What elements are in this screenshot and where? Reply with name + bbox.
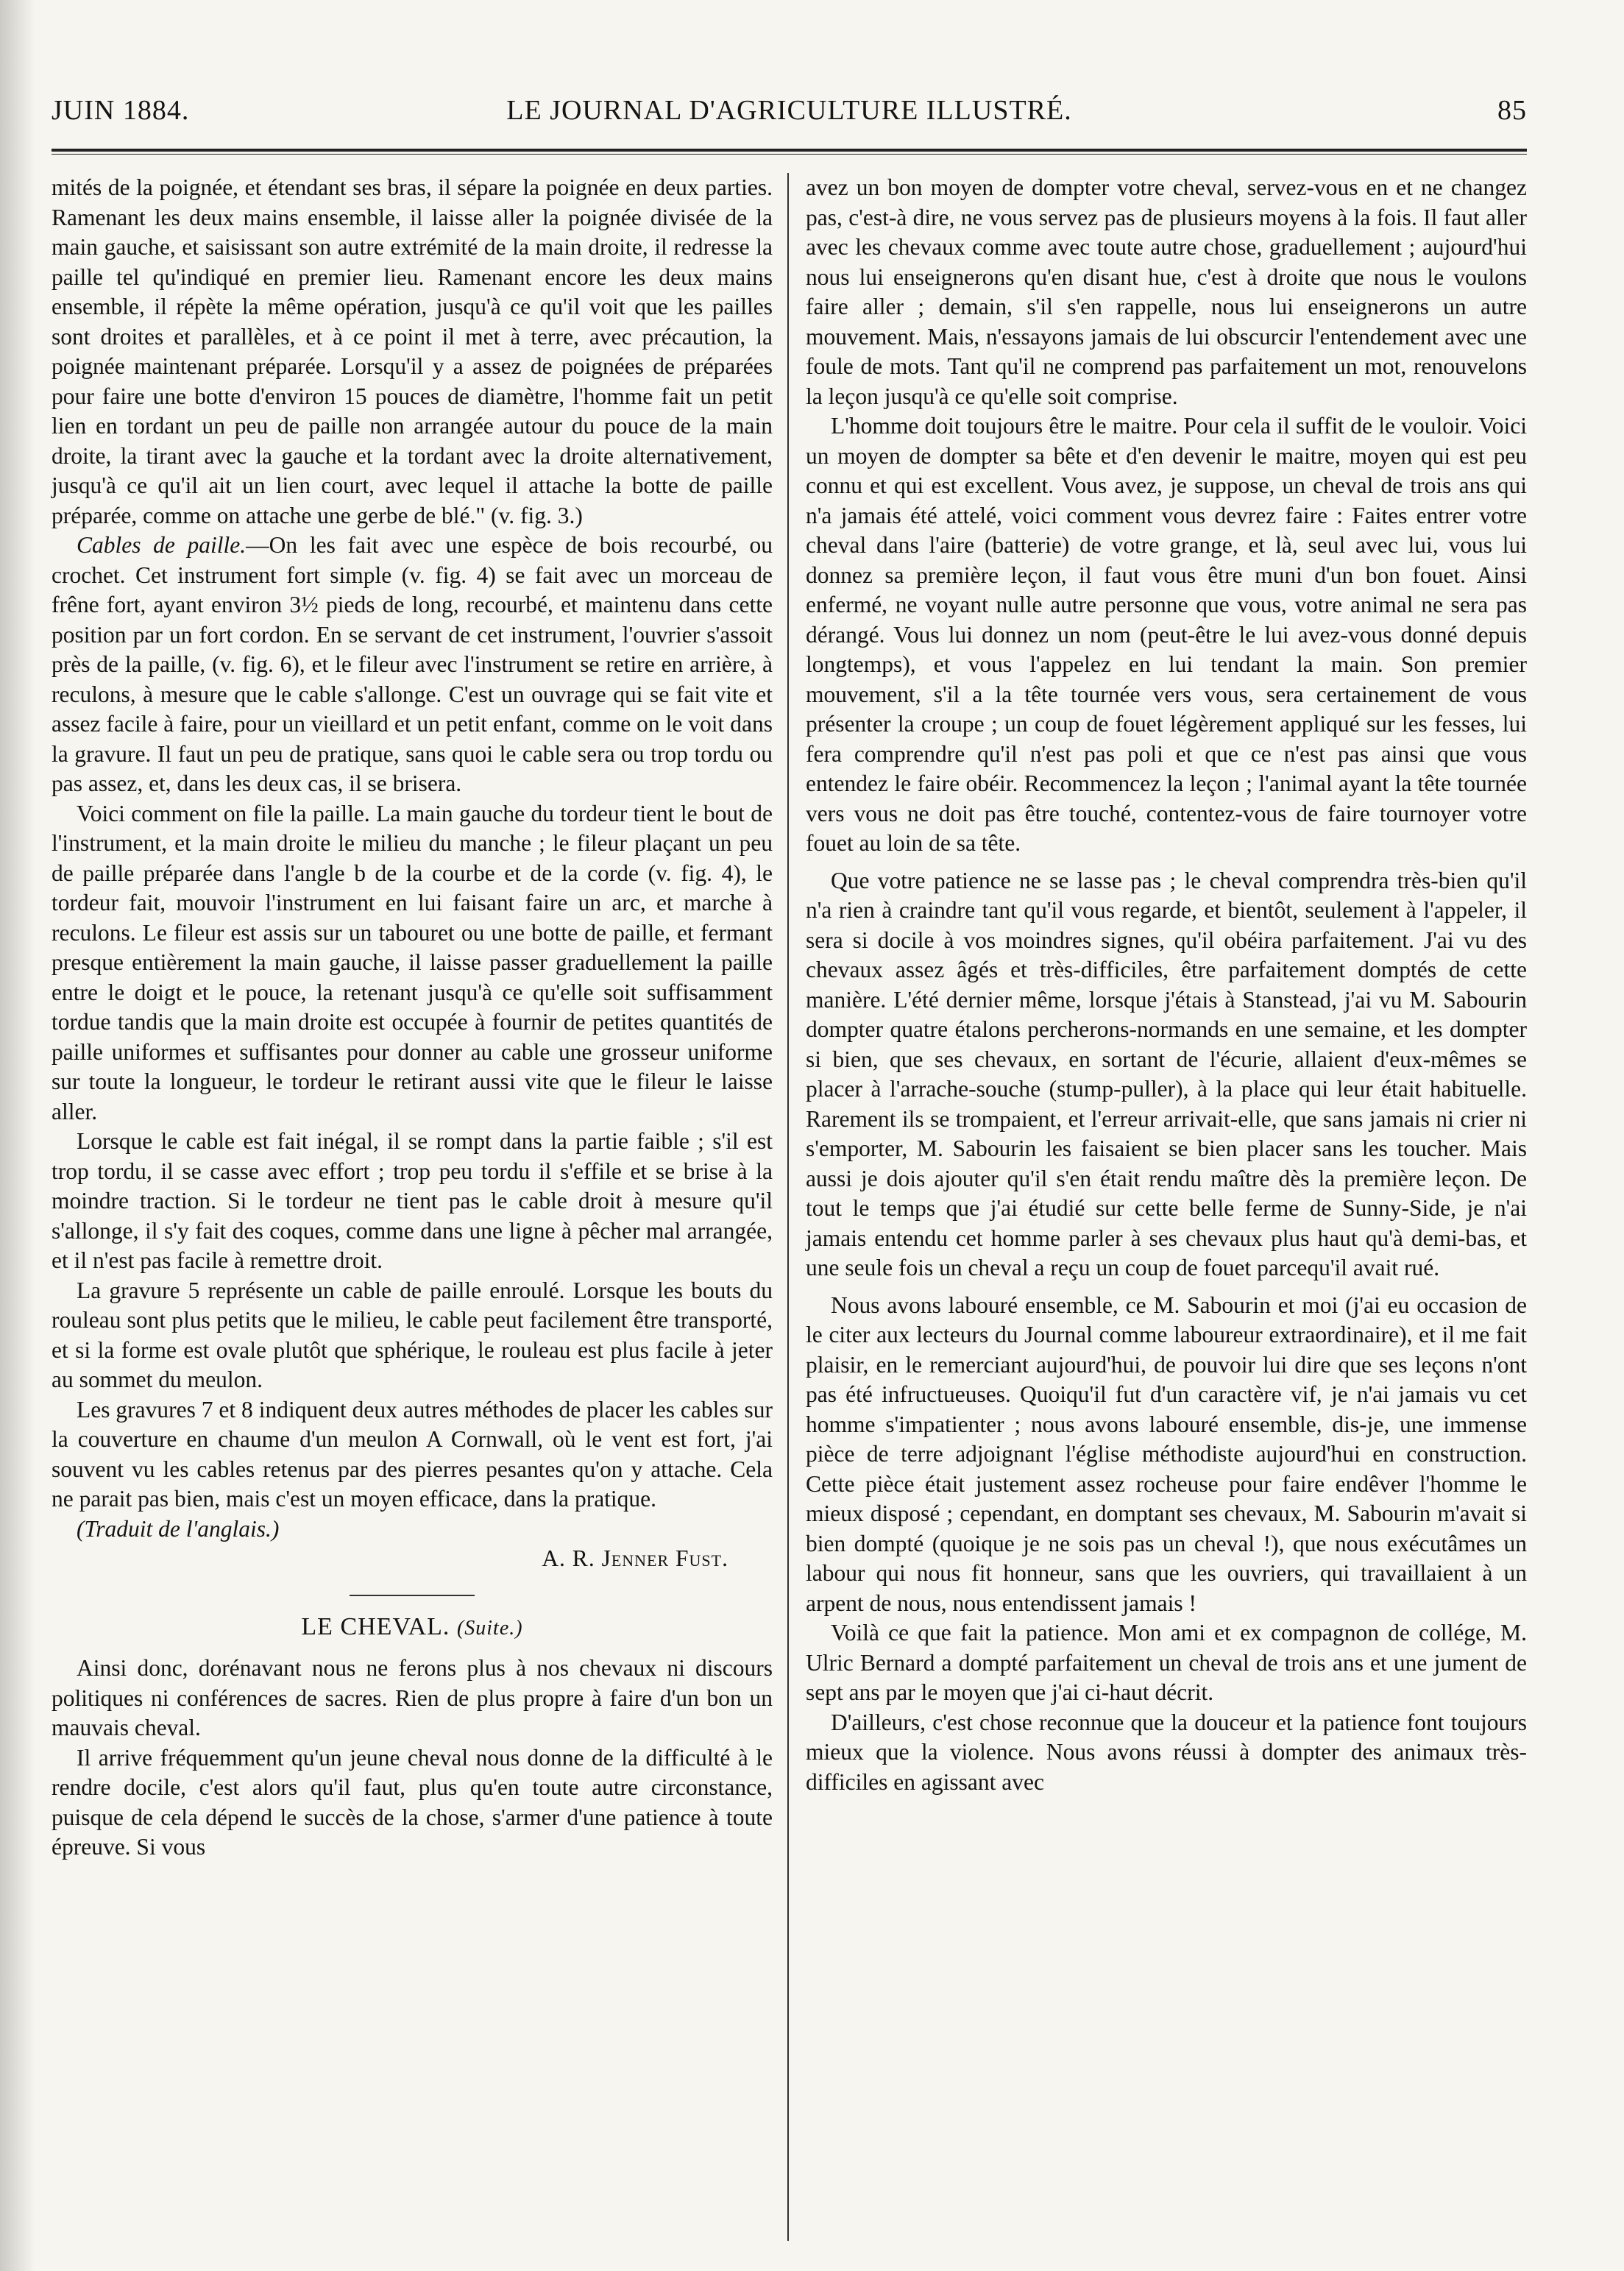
- subheading-cables: Cables de paille.: [77, 532, 247, 558]
- paragraph-cables-text: —On les fait avec une espèce de bois recourbé, ou crochet. Cet instrument fort simple (v. fig. 4) se fait avec un morceau de frêne fort, ayant environ 3½ pieds de long, recourbé, et maintenu dans cette position par un fort cordon. En se servant de cet instrument, l'ouvrier s'assoit près de la paille, (v. fig. 6), et le fileur avec l'instrument se retire en arrière, à reculons, à mesure que le cable s'allonge. C'est un ouvrage qui se fait vite et assez facile à faire, pour un vieillard et un petit enfant, comme on le voit dans la gravure. Il faut un peu de pratique, sans quoi le cable sera ou trop tordu ou pas assez, et, dans les deux cas, il se brisera.: [52, 532, 773, 796]
- section-divider: [350, 1595, 475, 1596]
- section-suite: (Suite.): [456, 1616, 523, 1640]
- section-title-text: LE CHEVAL.: [301, 1612, 450, 1640]
- right-column: [806, 173, 1527, 1797]
- paragraph-uneven-cable: Lorsque le cable est fait inégal, il se rompt dans la partie faible ; s'il est trop tordu, il se casse avec effort ; trop peu tordu il s'effile et se brise à la moindre traction. Si le tordeur ne tient pas le cable droit à mesure qu'il s'allonge, il s'y fait des coques, comme dans une ligne à pêcher mal arrangée, et il n'est pas facile à remettre droit.: [52, 1128, 773, 1273]
- paragraph-ulric-bernard: Voilà ce que fait la patience. Mon ami et ex compagnon de collége, M. Ulric Bernard a dompté parfaitement un cheval de trois ans et une jument de sept ans par le moyen que j'ai ci-haut décrit.: [806, 1620, 1527, 1705]
- paragraph-cheval-patience: Il arrive fréquemment qu'un jeune cheval nous donne de la difficulté à le rendre docile, c'est alors qu'il faut, plus qu'en toute autre circonstance, puisque de cela dépend le succès de la chose, s'armer d'une patience à toute épreuve. Si vous: [52, 1744, 773, 1860]
- journal-page: [52, 81, 1527, 2245]
- paragraph-patience-sabourin: Que votre patience ne se lasse pas ; le cheval comprendra très-bien qu'il n'a rien à craindre tant qu'il vous regarde, et bientôt, seulement à l'appeler, il sera si docile à vos moindres signes, qu'il obéira parfaitement. J'ai vu des chevaux assez âgés et très-difficiles, être parfaitement domptés de cette manière. L'été dernier même, lorsque j'étais à Stanstead, j'ai vu M. Sabourin dompter quatre étalons percherons-normands en une semaine, et les dompter si bien, que ses chevaux, en sortant de l'écurie, allaient d'eux-mêmes se placer à l'arrache-souche (stump-puller), à la place qui leur était habituelle. Rarement ils se trompaient, et l'erreur arrivait-elle, que sans jamais ni crier ni s'emporter, M. Sabourin les faisaient se bien placer sans les toucher. Mais aussi je dois ajouter qu'il s'en était rendu maître dès la première leçon. De tout le temps que j'ai étudié sur cette belle ferme de Sunny-Side, je n'ai jamais entendu cet homme parler à ses chevaux plus haut qu'à demi-bas, et une seule fois un cheval a reçu un coup de fouet parcequ'il avait rué.: [806, 867, 1527, 1280]
- journal-title: LE JOURNAL D'AGRICULTURE ILLUSTRÉ.: [506, 95, 1072, 126]
- translation-note: (Traduit de l'anglais.): [77, 1515, 280, 1542]
- author-signature: A. R. Jenner Fust.: [542, 1545, 728, 1571]
- section-title-le-cheval: [52, 1612, 773, 1644]
- left-column: [52, 173, 773, 1863]
- paragraph-cheval-intro: Ainsi donc, dorénavant nous ne ferons plus à nos chevaux ni discours politiques ni conférences de sacres. Rien de plus propre à faire d'un bon un mauvais cheval.: [52, 1655, 773, 1740]
- paragraph-be-the-master: L'homme doit toujours être le maitre. Pour cela il suffit de le vouloir. Voici un moyen de dompter sa bête et d'en devenir le maitre, moyen qui est peu connu et qui est excellent. Vous avez, je suppose, un cheval de trois ans qui n'a jamais été attelé, voici comment vous devrez faire : Faites entrer votre cheval dans l'aire (batterie) de votre grange, et là, seul avec lui, vous lui donnez sa première leçon, il faut vous être muni d'un bon fouet. Ainsi enfermé, ne voyant nulle autre personne que vous, votre animal ne sera pas dérangé. Vous lui donnez un nom (peut-être le lui avez-vous donné depuis longtemps), et vous l'appelez en lui tendant la main. Son premier mouvement, s'il a la tête tournée vers vous, sera certainement de vous présenter la croupe ; un coup de fouet légèrement appliqué sur les fesses, lui fera comprendre qu'il n'est pas poli et que ce n'est pas ainsi que vous entendez le faire obéir. Recommencez la leçon ; l'animal ayant la tête tournée vers vous ne doit pas être touché, contentez-vous de faire tournoyer votre fouet au loin de sa tête.: [806, 413, 1527, 856]
- column-divider: [787, 173, 789, 2241]
- scan-shadow-edge: [0, 0, 35, 2271]
- header-date: JUIN 1884.: [52, 95, 190, 126]
- page-header: [52, 81, 1527, 132]
- paragraph-plowing-together: Nous avons labouré ensemble, ce M. Sabourin et moi (j'ai eu occasion de le citer aux lecteurs du Journal comme laboureur extraordinaire), et il me fait plaisir, en le remerciant aujourd'hui, de pouvoir lui dire que ses leçons n'ont pas été infructueuses. Quoiqu'il fut d'un caractère vif, je n'ai jamais vu cet homme s'impatienter ; nous avons labouré ensemble, dis-je, une immense pièce de terre adjoignant l'église méthodiste aujourd'hui en construction. Cette pièce était justement assez rocheuse pour faire endêver l'homme le mieux disposé ; cependant, en domptant ses chevaux, M. Sabourin m'avait si bien dompté (quoique je ne sois pas un cheval !), que nous exécutâmes un labour qui nous fit honneur, sans que les ouvriers, qui travaillaient à un arpent de nous, nous entendissent jamais !: [806, 1292, 1527, 1616]
- paragraph-straw-cables: [52, 531, 773, 799]
- paragraph-spinning-straw: Voici comment on file la paille. La main gauche du tordeur tient le bout de l'instrument, et la main droite le milieu du manche ; le fileur plaçant un peu de paille préparée dans l'angle b de la courbe et de la corde (v. fig. 4), le tordeur fait, mouvoir l'instrument en lui faisant faire un arc, et marche à reculons. Le fileur est assis sur un tabouret ou une botte de paille, et fermant presque entièrement la main gauche, il laisse passer graduellement la paille entre le doigt et le pouce, la retenant jusqu'à ce qu'elle soit suffisamment tordue tandis que la main droite est occupée à fournir de petites quantités de paille uniformes et suffisantes pour donner au cable une grosseur uniforme sur toute la longueur, le tordeur le retirant aussi vite que le fileur le laisse aller.: [52, 800, 773, 1124]
- paragraph-straw-preparation: mités de la poignée, et étendant ses bras, il sépare la poignée en deux parties. Ramenant les deux mains ensemble, il laisse aller la poignée divisée de la main gauche, et saisissant son autre extrémité de la main droite, il redresse la paille tel qu'indiqué en premier lieu. Ramenant encore les deux mains ensemble, il répète la même opération, jusqu'à ce qu'il voit que les pailles sont droites et parallèles, et à ce point il met à terre, avec précaution, la poignée maintenant préparée. Lorsqu'il y a assez de poignées de préparées pour faire une botte d'environ 15 pouces de diamètre, l'homme fait un petit lien en tordant un peu de paille non arrangée autour du pouce de la main droite, la tirant avec la gauche et la tordant avec la droite alternativement, jusqu'à ce qu'il ait un lien court, avec lequel il attache la botte de paille préparée, comme on attache une gerbe de blé." (v. fig. 3.): [52, 174, 773, 528]
- paragraph-gradual-training: avez un bon moyen de dompter votre cheval, servez-vous en et ne changez pas, c'est-à dire, ne vous servez pas de plusieurs moyens à la fois. Il faut aller avec les chevaux comme avec toute autre chose, graduellement ; aujourd'hui nous lui enseignerons qu'en disant hue, c'est à droite que nous le voulons faire aller ; demain, s'il s'en rappelle, nous lui enseignerons un autre mouvement. Mais, n'essayons jamais de lui obscurcir l'entendement avec une foule de mots. Tant qu'il ne comprend pas parfaitement un mot, renouvelons la leçon jusqu'à ce qu'elle soit comprise.: [806, 174, 1527, 409]
- paragraph-gravure-5: La gravure 5 représente un cable de paille enroulé. Lorsque les bouts du rouleau sont plus petits que le milieu, le cable peut facilement être transporté, et si la forme est ovale plutôt que sphérique, le rouleau est plus facile à jeter au sommet du meulon.: [52, 1277, 773, 1392]
- page-number: 85: [1497, 95, 1527, 126]
- paragraph-gentleness: D'ailleurs, c'est chose reconnue que la douceur et la patience font toujours mieux que la violence. Nous avons réussi à dompter des animaux très-difficiles en agissant avec: [806, 1709, 1527, 1795]
- header-double-rule: [52, 149, 1527, 155]
- paragraph-gravures-7-8: Les gravures 7 et 8 indiquent deux autres méthodes de placer les cables sur la couverture en chaume d'un meulon A Cornwall, où le vent est fort, j'ai souvent vu les cables retenus par des pierres pesantes qu'on y attache. Cela ne parait pas bien, mais c'est un moyen efficace, dans la pratique.: [52, 1396, 773, 1512]
